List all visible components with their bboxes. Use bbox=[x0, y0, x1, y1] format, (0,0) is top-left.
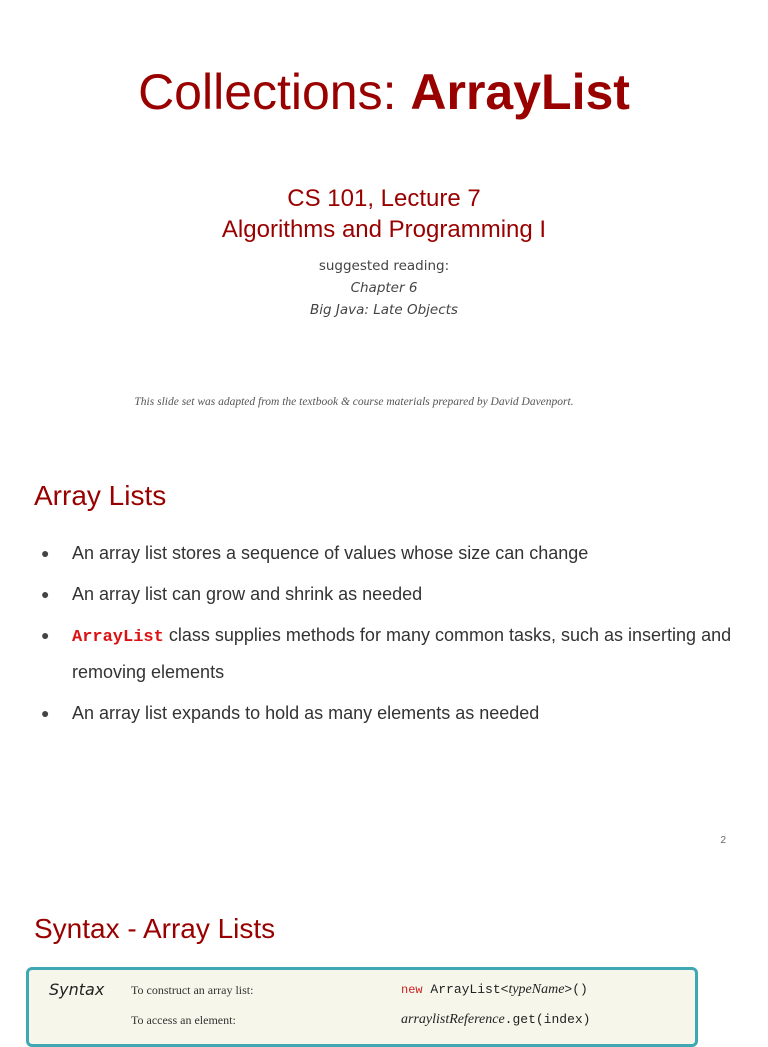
bullet-list bbox=[38, 536, 738, 737]
title-regular: Collections: bbox=[138, 64, 411, 120]
title-slide bbox=[0, 0, 768, 432]
syntax-box bbox=[26, 967, 698, 1047]
bullet-dot-icon: ● bbox=[41, 705, 50, 721]
bullet-item bbox=[38, 536, 738, 570]
code-part: .get(index) bbox=[504, 1012, 591, 1027]
arraylist-code: ArrayList bbox=[72, 628, 164, 647]
syntax-code bbox=[401, 981, 588, 998]
course-name: Algorithms and Programming I bbox=[221, 216, 547, 243]
page-number: 2 bbox=[720, 835, 726, 846]
slide-title bbox=[0, 62, 768, 122]
adapted-note: This slide set was adapted from the textbook & course materials prepared by David Davenport. bbox=[134, 396, 574, 408]
keyword-new: new bbox=[401, 983, 423, 997]
bullet-text: An array list can grow and shrink as needed bbox=[72, 584, 423, 604]
bullet-text: An array list stores a sequence of values whose size can change bbox=[72, 543, 589, 563]
syntax-slide bbox=[0, 866, 768, 1027]
code-typename: typeName bbox=[508, 982, 565, 997]
bullet-dot-icon: ● bbox=[41, 627, 50, 643]
course-number: CS 101, Lecture 7 bbox=[287, 185, 481, 212]
bullet-text: An array list expands to hold as many elements as needed bbox=[72, 703, 540, 723]
syntax-code bbox=[401, 1011, 591, 1028]
slide-heading: Array Lists bbox=[34, 480, 167, 511]
bullet-item bbox=[38, 696, 738, 730]
reading-label: suggested reading: bbox=[318, 258, 450, 274]
code-part: ArrayList< bbox=[422, 982, 509, 997]
syntax-row-label: To access an element: bbox=[131, 1013, 236, 1027]
syntax-row-construct bbox=[131, 982, 588, 998]
bullet-item bbox=[38, 618, 738, 689]
bullet-text: class supplies methods for many common tasks, such as inserting and removing elements bbox=[72, 625, 732, 682]
reading-book: Big Java: Late Objects bbox=[310, 302, 458, 318]
code-reference: arraylistReference bbox=[401, 1012, 505, 1027]
syntax-label: Syntax bbox=[49, 980, 105, 999]
reading-chapter: Chapter 6 bbox=[350, 280, 418, 296]
title-bold: ArrayList bbox=[410, 64, 630, 120]
syntax-row-access bbox=[131, 1012, 591, 1028]
slide-heading: Syntax - Array Lists bbox=[34, 913, 276, 944]
bullet-dot-icon: ● bbox=[41, 545, 50, 561]
syntax-row-label: To construct an array list: bbox=[131, 983, 254, 997]
bullet-dot-icon: ● bbox=[41, 586, 50, 602]
array-lists-slide bbox=[0, 433, 768, 865]
code-part: >() bbox=[564, 982, 588, 997]
bullet-item bbox=[38, 577, 738, 611]
